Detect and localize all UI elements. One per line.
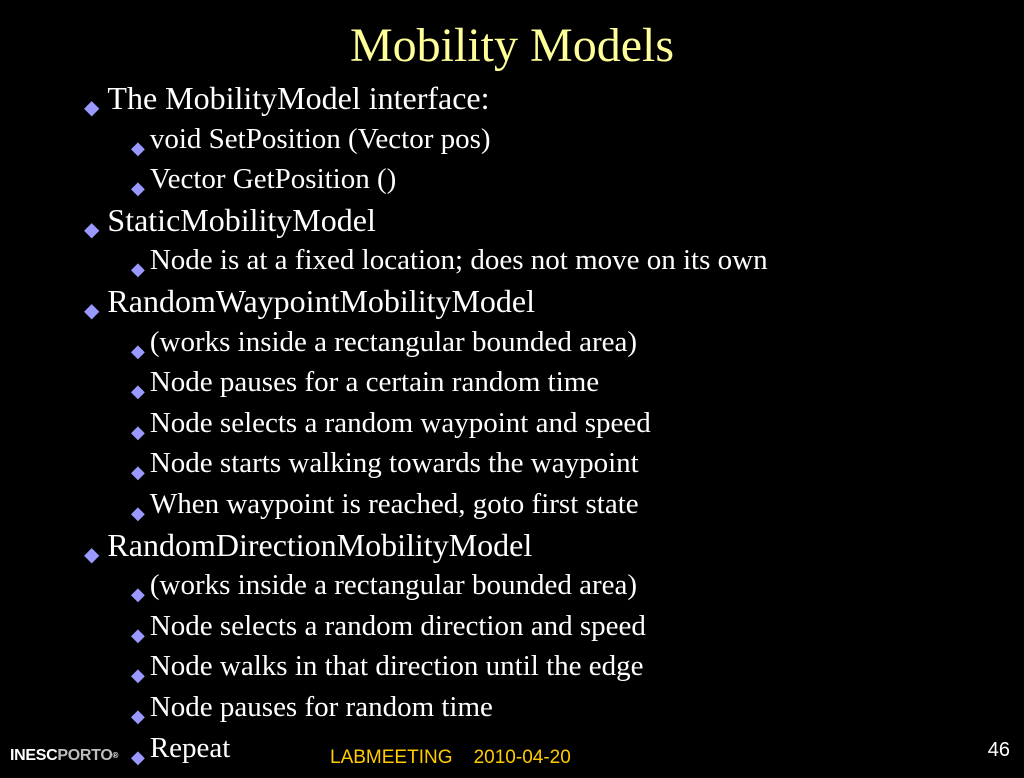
diamond-bullet-icon: ◆: [84, 217, 100, 241]
diamond-bullet-icon: ◆: [131, 462, 145, 483]
bullet-text: Node selects a random direction and speed: [149, 610, 646, 642]
page-number: 46: [987, 739, 1010, 761]
diamond-bullet-icon: ◆: [131, 341, 145, 362]
footer-date: 2010-04-20: [473, 747, 571, 768]
diamond-bullet-icon: ◆: [84, 298, 100, 322]
bullet-text: RandomDirectionMobilityModel: [107, 527, 533, 563]
logo-text-inesc: INESC: [10, 747, 58, 764]
bullet-text: Node pauses for a certain random time: [149, 366, 600, 398]
diamond-bullet-icon: ◆: [131, 138, 145, 159]
diamond-bullet-icon: ◆: [131, 665, 145, 686]
diamond-bullet-icon: ◆: [131, 584, 145, 605]
bullet-text: Node walks in that direction until the edge: [149, 650, 644, 682]
bullet-text: (works inside a rectangular bounded area): [149, 569, 637, 601]
bullet-text: Node pauses for random time: [149, 691, 493, 723]
bullet-text: void SetPosition (Vector pos): [149, 123, 491, 155]
bullet-text: RandomWaypointMobilityModel: [107, 283, 536, 319]
diamond-bullet-icon: ◆: [131, 747, 145, 768]
diamond-bullet-icon: ◆: [131, 625, 145, 646]
bullet-text: Node is at a fixed location; does not move on its own: [149, 244, 768, 276]
diamond-bullet-icon: ◆: [131, 422, 145, 443]
diamond-bullet-icon: ◆: [84, 95, 100, 119]
logo-text-porto: PORTO: [57, 747, 113, 764]
slide-title: Mobility Models: [349, 19, 675, 72]
bullet-text: StaticMobilityModel: [107, 202, 376, 238]
footer-event: LABMEETING: [330, 747, 453, 768]
inesc-porto-logo: [10, 744, 118, 768]
registered-mark-icon: ®: [112, 751, 119, 760]
bullet-text: Node starts walking towards the waypoint: [149, 447, 639, 479]
bullet-text: Repeat: [149, 732, 231, 764]
bullet-text: Node selects a random waypoint and speed: [149, 407, 651, 439]
bullet-text: Vector GetPosition (): [149, 163, 397, 195]
sub-bullet-item: [131, 728, 230, 778]
diamond-bullet-icon: ◆: [131, 259, 145, 280]
diamond-bullet-icon: ◆: [84, 542, 100, 566]
diamond-bullet-icon: ◆: [131, 706, 145, 727]
bullet-text: When waypoint is reached, goto first state: [149, 488, 639, 520]
bullet-text: (works inside a rectangular bounded area): [149, 326, 637, 358]
diamond-bullet-icon: ◆: [131, 503, 145, 524]
bullet-text: The MobilityModel interface:: [107, 80, 490, 116]
footer-caption: [330, 746, 571, 770]
diamond-bullet-icon: ◆: [131, 178, 145, 199]
diamond-bullet-icon: ◆: [131, 381, 145, 402]
